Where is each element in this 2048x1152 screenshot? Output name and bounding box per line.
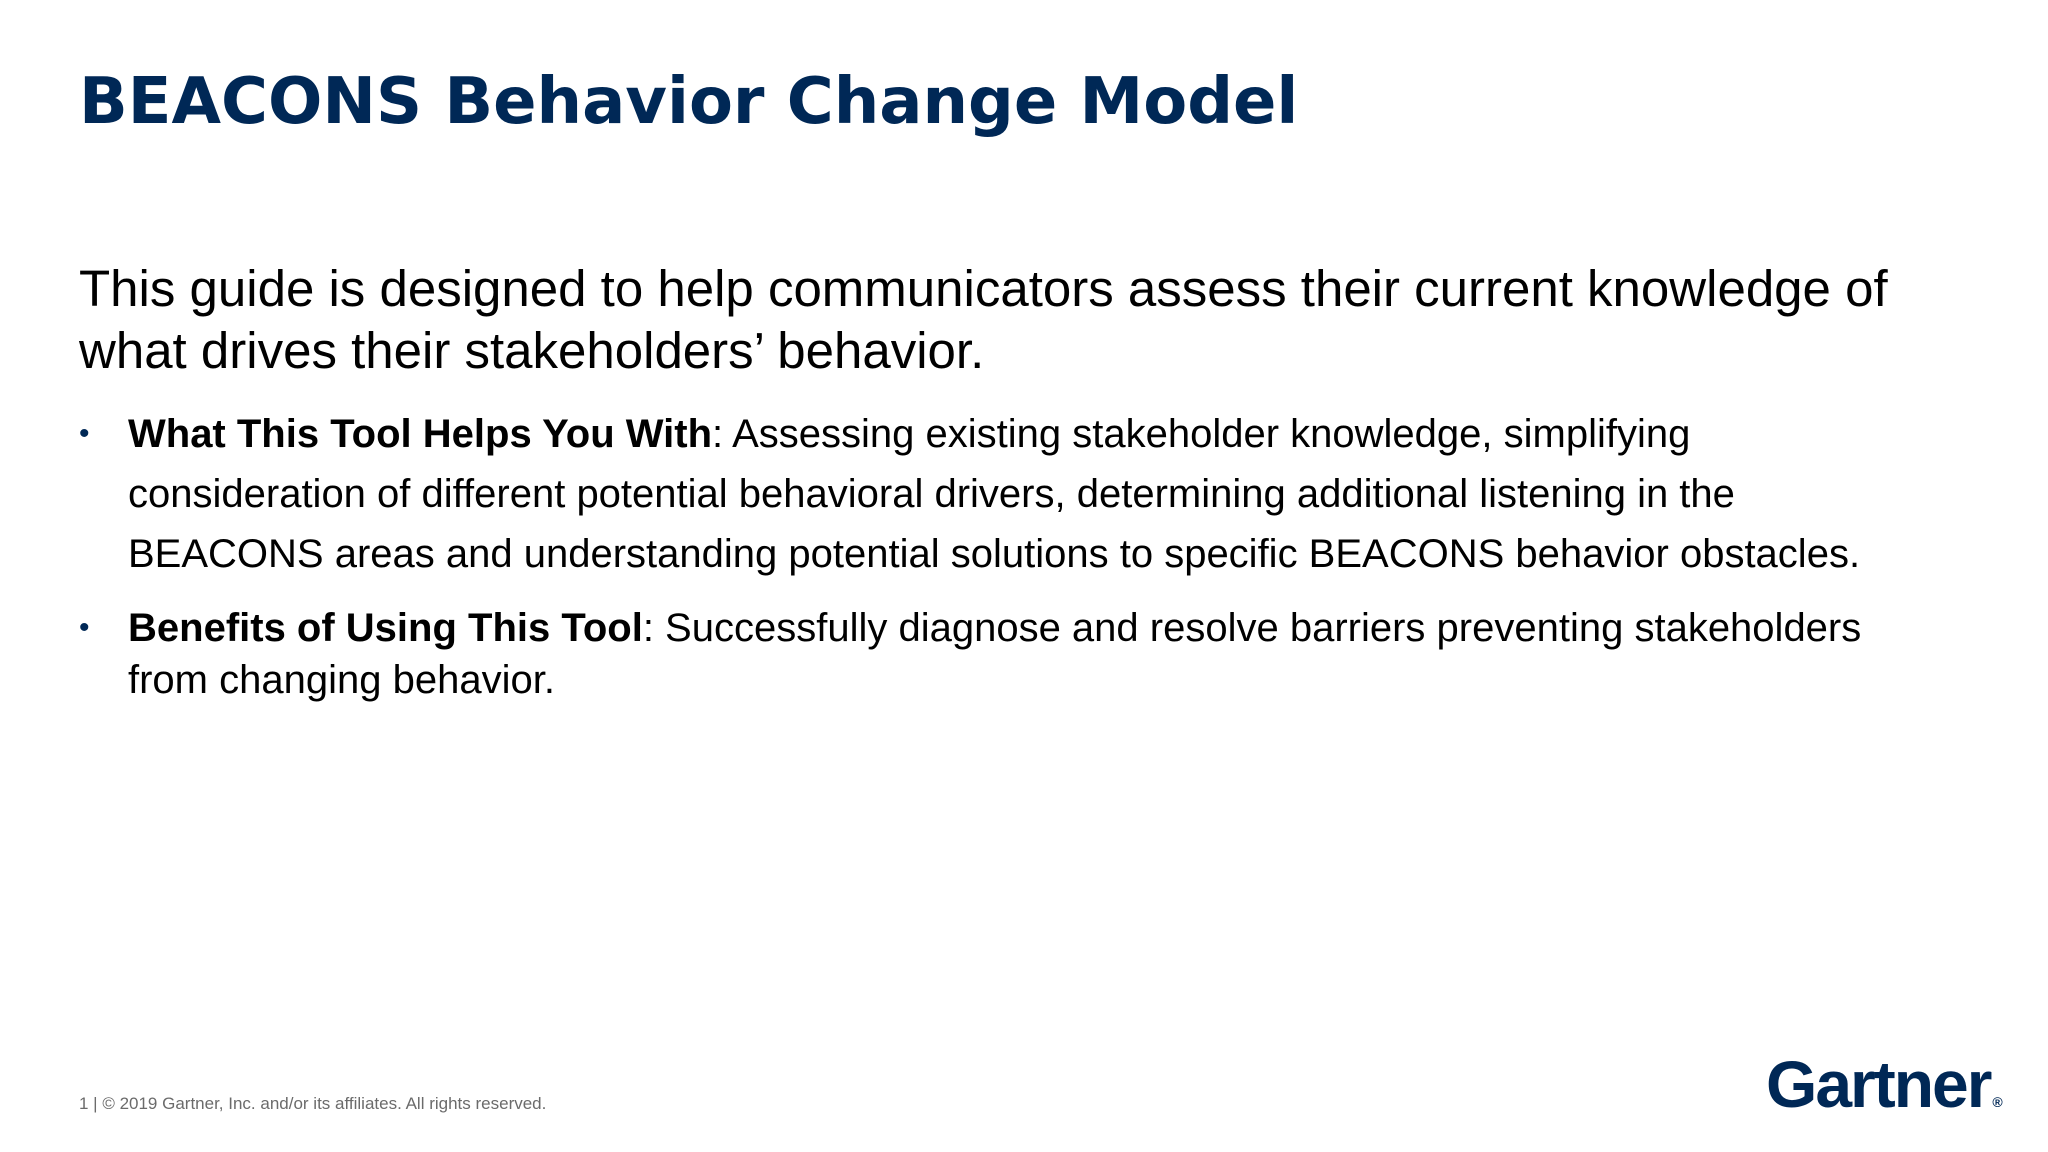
logo-wordmark: Gartner	[1766, 1047, 1991, 1121]
bullet-icon: •	[79, 417, 90, 450]
gartner-logo	[1766, 1048, 2003, 1138]
bullet-item-benefits	[79, 602, 1939, 706]
bullet-text: : Successfully diagnose and resolve barriers preventing stakeholders from changing behavior.	[128, 606, 1862, 702]
bullet-label: What This Tool Helps You With	[128, 412, 713, 456]
intro-paragraph: This guide is designed to help communicators assess their current knowledge of what drives their stakeholders’ behavior.	[79, 260, 1888, 379]
bullet-text: : Assessing existing stakeholder knowledge, simplifying consideration of different potential behavioral drivers, determining additional listening in the BEACONS areas and understanding potential solutions to specific BEACONS behavior obstacles.	[128, 412, 1861, 576]
registered-mark: ®	[1992, 1094, 2003, 1110]
bullet-list	[79, 404, 1939, 706]
bullet-label: Benefits of Using This Tool	[128, 606, 643, 650]
footer-copyright: 1 | © 2019 Gartner, Inc. and/or its affiliates. All rights reserved.	[79, 1094, 547, 1113]
slide-title: BEACONS Behavior Change Model	[79, 65, 1299, 139]
bullet-item-tool-helps	[79, 404, 1939, 584]
bullet-icon: •	[79, 611, 90, 644]
